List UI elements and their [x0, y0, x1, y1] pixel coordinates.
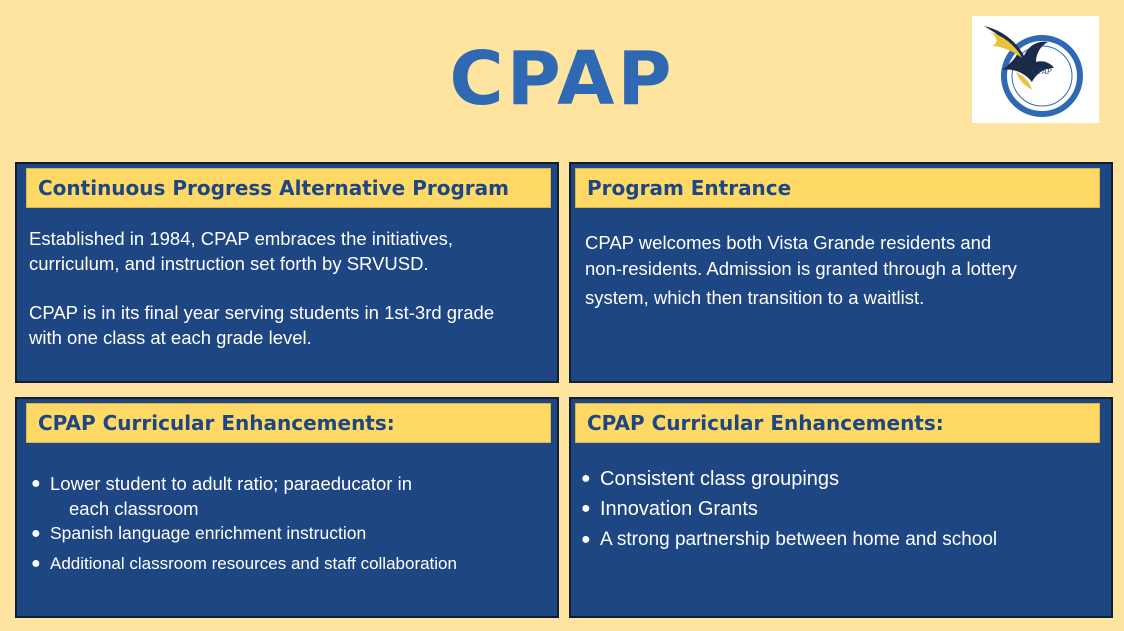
list-item-text: each classroom [69, 498, 199, 519]
text-line: non-residents. Admission is granted through a lottery [585, 258, 1017, 279]
card-heading: Continuous Progress Alternative Program [26, 168, 551, 208]
text-line: CPAP welcomes both Vista Grande residents and [585, 232, 992, 253]
cpap-logo [972, 16, 1099, 123]
list-item-text: Additional classroom resources and staff collaboration [50, 554, 457, 573]
list-item-text: Consistent class groupings [600, 468, 840, 490]
card-heading: CPAP Curricular Enhancements: [575, 403, 1100, 443]
list-item [581, 524, 1101, 555]
list-item-text: A strong partnership between home and school [600, 529, 998, 550]
list-item-text: Lower student to adult ratio; paraeducator in [50, 473, 413, 494]
logo-center-text: CPAP [1032, 68, 1052, 76]
text-line: system, which then transition to a waitlist. [585, 287, 925, 308]
card-heading: Program Entrance [575, 168, 1100, 208]
text-line: Established in 1984, CPAP embraces the initiatives, [29, 228, 454, 249]
list-item [581, 464, 1101, 494]
list-item [31, 521, 547, 546]
list-item [581, 494, 1101, 524]
page-title: CPAP [449, 36, 675, 122]
card-text [585, 230, 1101, 313]
card-enhancements-left [15, 397, 559, 618]
card-text [29, 226, 547, 350]
text-line: curriculum, and instruction set forth by SRVUSD. [29, 253, 429, 274]
card-heading: CPAP Curricular Enhancements: [26, 403, 551, 443]
card-program-entrance [569, 162, 1113, 383]
text-line: CPAP is in its final year serving students in 1st-3rd grade [29, 302, 495, 323]
list-item-text: Spanish language enrichment instruction [50, 523, 367, 543]
card-program-overview [15, 162, 559, 383]
list-item-text: Innovation Grants [600, 498, 758, 520]
card-enhancements-right [569, 397, 1113, 618]
list-item [31, 471, 547, 521]
card-list [581, 464, 1101, 555]
card-list [31, 471, 547, 578]
list-item [31, 549, 547, 578]
text-line: with one class at each grade level. [29, 327, 312, 348]
cpap-logo-emblem [972, 16, 1099, 123]
